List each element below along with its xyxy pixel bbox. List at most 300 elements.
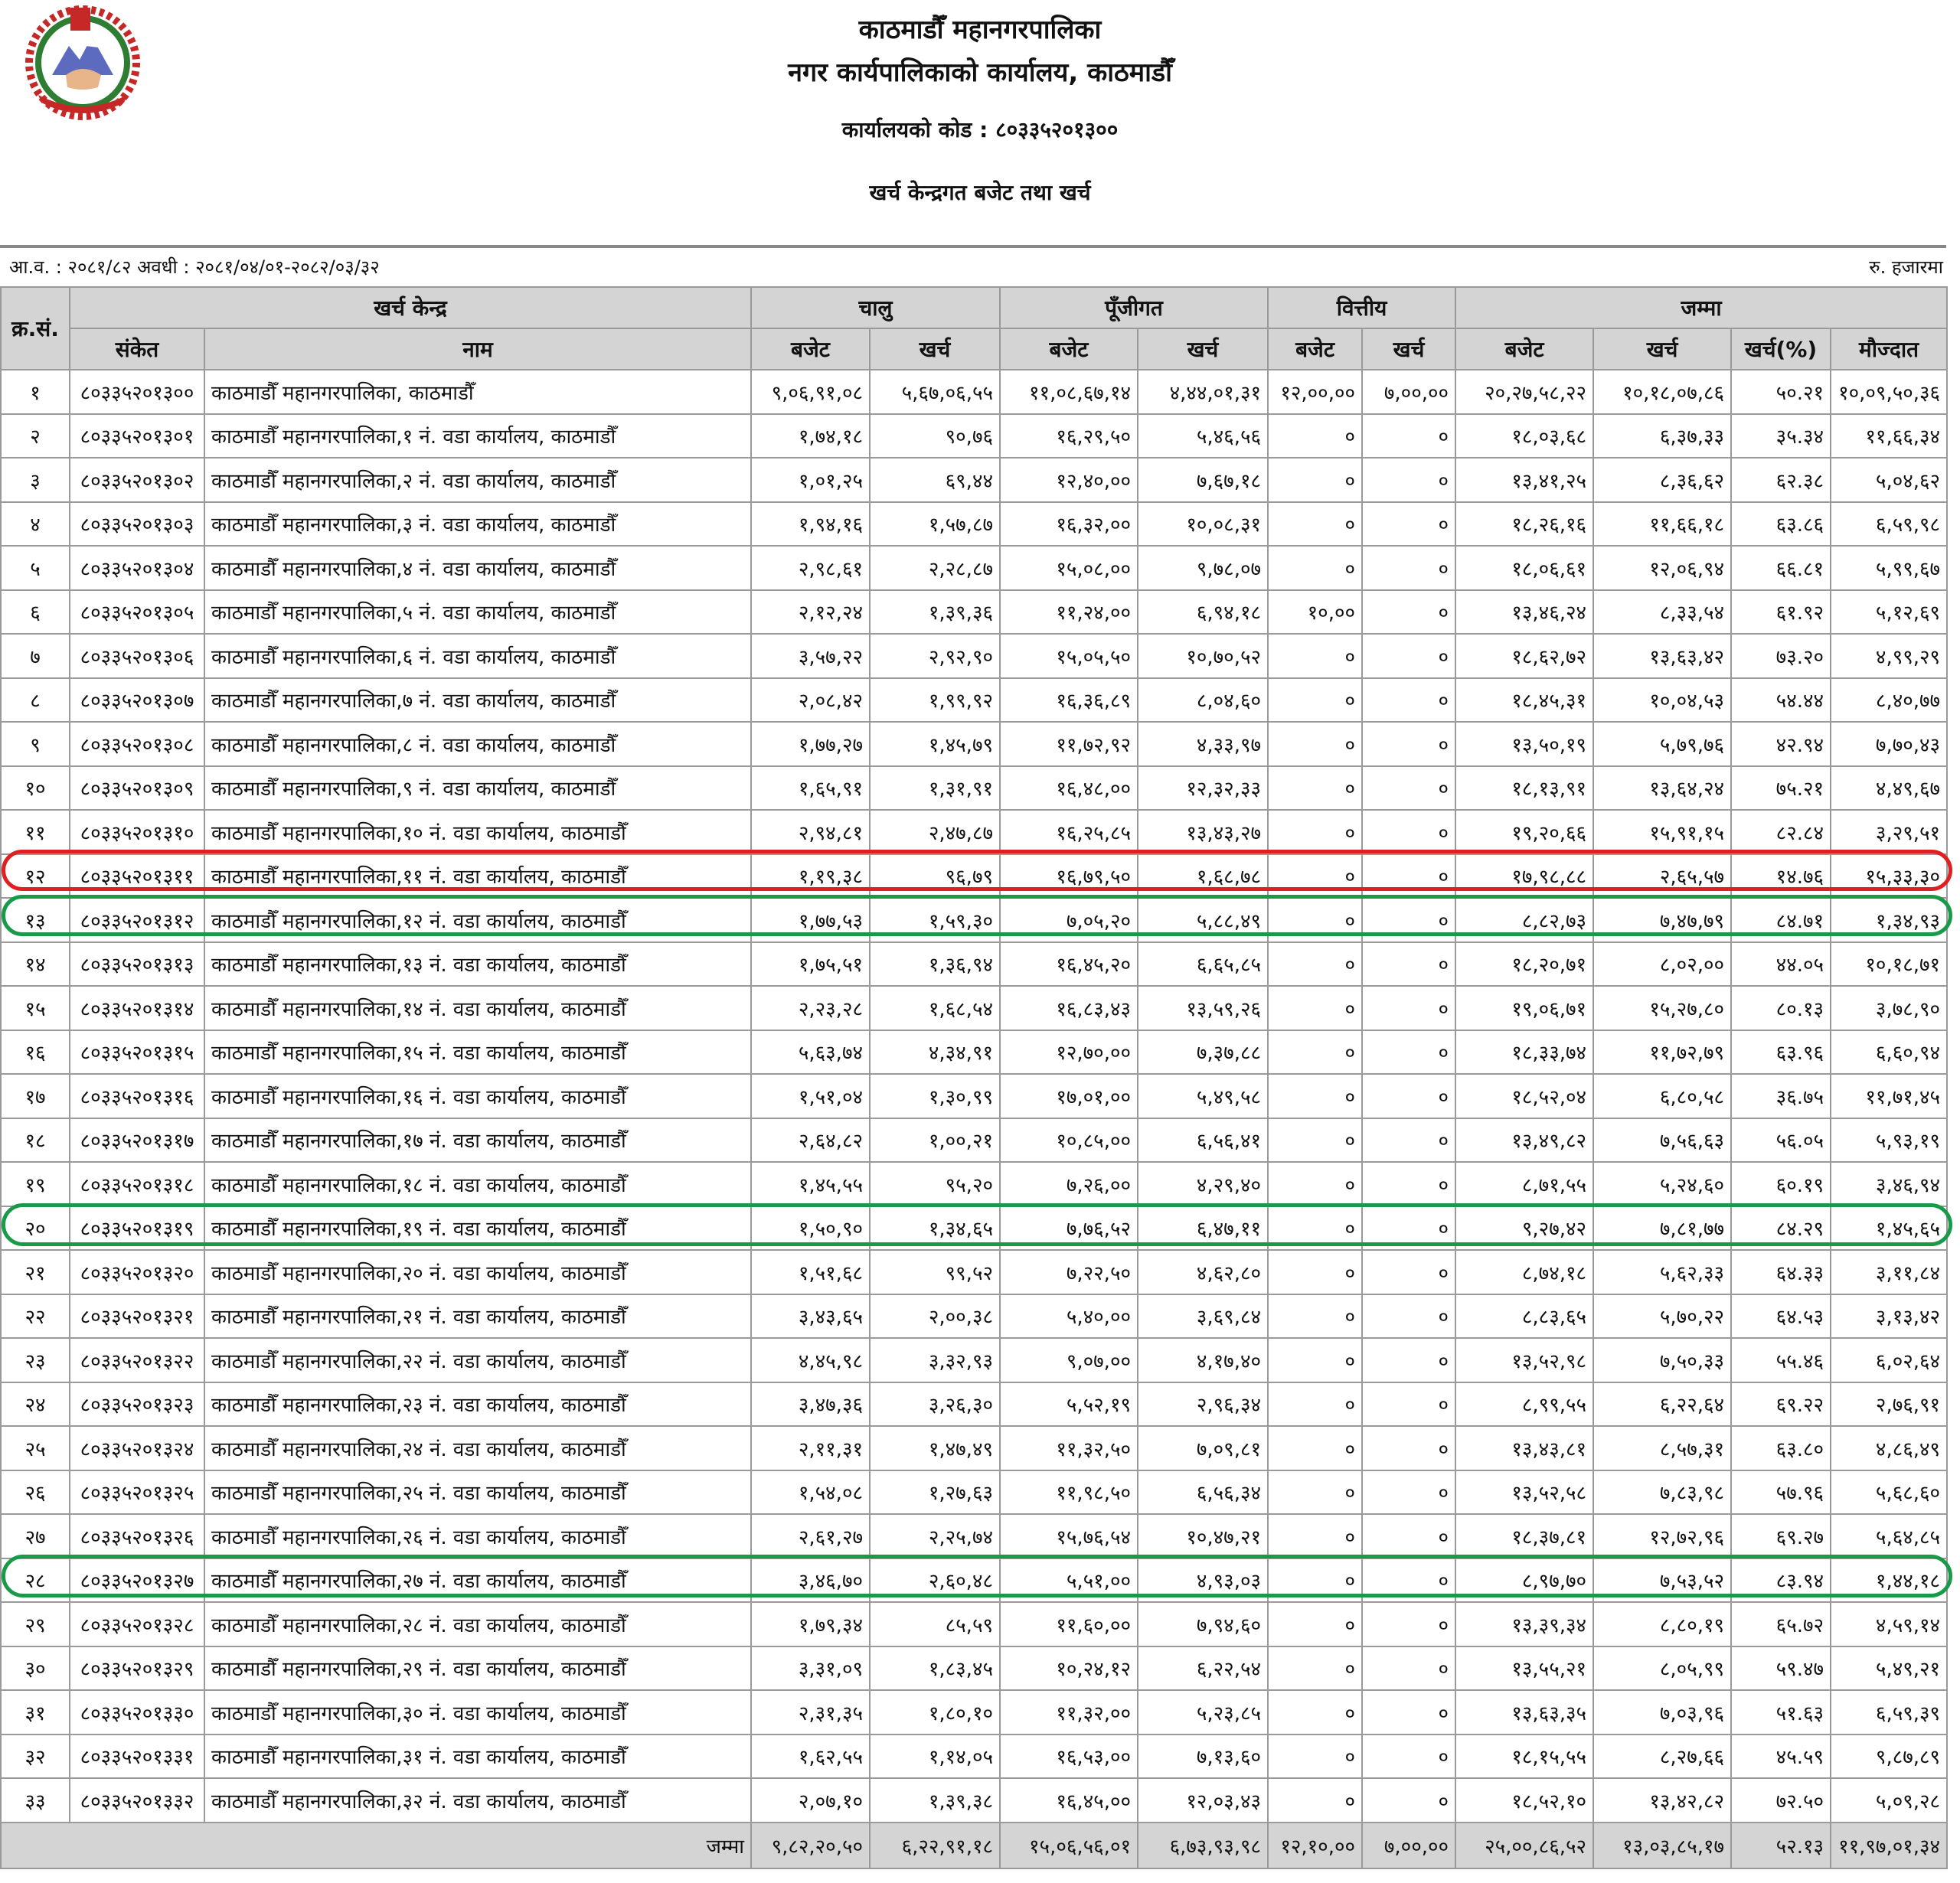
cell-capital-expense: १०,०८,३१ <box>1138 502 1268 547</box>
cell-total-budget: १३,५५,२१ <box>1455 1646 1593 1691</box>
cell-expense-percent: ६२.३८ <box>1731 458 1831 502</box>
table-row <box>1 1030 1947 1075</box>
table-row <box>1 942 1947 987</box>
cell-financial-budget: ० <box>1268 1602 1362 1646</box>
cell-financial-expense: ० <box>1362 590 1455 635</box>
cell-total-budget: १८,२६,१६ <box>1455 502 1593 547</box>
cell-current-budget: ५,६३,७४ <box>751 1030 870 1075</box>
cell-total-expense: ८,०२,०० <box>1593 942 1731 987</box>
cell-current-expense: १,५७,८७ <box>870 502 1000 547</box>
total-total-expense: १३,०३,८५,१७ <box>1593 1823 1731 1868</box>
cell-financial-expense: ० <box>1362 678 1455 723</box>
table-row <box>1 1690 1947 1735</box>
cell-code: ८०३३५२०१३०२ <box>70 458 204 502</box>
cell-expense-percent: ३५.३४ <box>1731 414 1831 459</box>
cell-financial-expense: ० <box>1362 1162 1455 1206</box>
cell-current-expense: १,८३,४५ <box>870 1646 1000 1691</box>
cell-total-expense: ८,०५,९९ <box>1593 1646 1731 1691</box>
cell-expense-percent: ८४.२९ <box>1731 1206 1831 1251</box>
cell-balance: ४,४९,६७ <box>1831 766 1947 811</box>
cell-capital-expense: ७,०९,८१ <box>1138 1426 1268 1470</box>
cell-capital-budget: ११,९८,५० <box>1000 1470 1138 1515</box>
cell-total-budget: १८,१५,५५ <box>1455 1735 1593 1779</box>
cell-name: काठमाडौँ महानगरपालिका,१२ नं. वडा कार्यालय, काठमाडौँ <box>204 898 751 942</box>
cell-code: ८०३३५२०१३१६ <box>70 1074 204 1118</box>
cell-total-expense: १२,७२,९६ <box>1593 1514 1731 1558</box>
cell-code: ८०३३५२०१३१३ <box>70 942 204 987</box>
table-row <box>1 1778 1947 1823</box>
cell-sn: २ <box>1 414 70 459</box>
cell-name: काठमाडौँ महानगरपालिका,९ नं. वडा कार्यालय, काठमाडौँ <box>204 766 751 811</box>
cell-financial-budget: ० <box>1268 1778 1362 1823</box>
cell-code: ८०३३५२०१३१७ <box>70 1118 204 1163</box>
cell-total-expense: २,६५,५७ <box>1593 854 1731 899</box>
cell-financial-budget: ० <box>1268 1206 1362 1251</box>
cell-total-expense: ८,८०,१९ <box>1593 1602 1731 1646</box>
cell-balance: ४,९९,२९ <box>1831 634 1947 678</box>
col-capital-expense: खर्च <box>1138 328 1268 370</box>
cell-total-budget: १८,०३,६८ <box>1455 414 1593 459</box>
cell-name: काठमाडौँ महानगरपालिका,५ नं. वडा कार्यालय, काठमाडौँ <box>204 590 751 635</box>
cell-sn: ६ <box>1 590 70 635</box>
cell-total-expense: ७,५०,३३ <box>1593 1338 1731 1382</box>
cell-expense-percent: ६६.८१ <box>1731 546 1831 590</box>
cell-financial-budget: ० <box>1268 458 1362 502</box>
cell-code: ८०३३५२०१३२८ <box>70 1602 204 1646</box>
cell-current-budget: २,२३,२८ <box>751 986 870 1030</box>
cell-name: काठमाडौँ महानगरपालिका,१० नं. वडा कार्यालय, काठमाडौँ <box>204 810 751 854</box>
cell-financial-expense: ० <box>1362 1294 1455 1339</box>
cell-sn: १ <box>1 370 70 414</box>
cell-total-expense: ११,६६,१८ <box>1593 502 1731 547</box>
cell-financial-budget: ० <box>1268 1426 1362 1470</box>
cell-name: काठमाडौँ महानगरपालिका, काठमाडौँ <box>204 370 751 414</box>
cell-name: काठमाडौँ महानगरपालिका,२८ नं. वडा कार्यालय, काठमाडौँ <box>204 1602 751 1646</box>
cell-total-budget: २०,२७,५८,२२ <box>1455 370 1593 414</box>
cell-capital-expense: ५,४९,५८ <box>1138 1074 1268 1118</box>
cell-financial-expense: ० <box>1362 854 1455 899</box>
cell-current-expense: १,५९,३० <box>870 898 1000 942</box>
cell-financial-expense: ० <box>1362 1426 1455 1470</box>
cell-code: ८०३३५२०१३२२ <box>70 1338 204 1382</box>
cell-financial-budget: ० <box>1268 766 1362 811</box>
cell-sn: १४ <box>1 942 70 987</box>
table-row <box>1 1426 1947 1470</box>
cell-total-budget: १८,५२,०४ <box>1455 1074 1593 1118</box>
cell-financial-budget: ० <box>1268 678 1362 723</box>
cell-current-expense: १,३९,३६ <box>870 590 1000 635</box>
cell-financial-budget: ० <box>1268 722 1362 766</box>
cell-balance: ५,०४,६२ <box>1831 458 1947 502</box>
cell-balance: १,४४,१८ <box>1831 1558 1947 1603</box>
cell-sn: ३३ <box>1 1778 70 1823</box>
cell-capital-budget: १६,२९,५० <box>1000 414 1138 459</box>
cell-capital-budget: ७,२२,५० <box>1000 1250 1138 1294</box>
cell-total-budget: १३,३९,३४ <box>1455 1602 1593 1646</box>
col-balance: मौज्दात <box>1831 328 1947 370</box>
cell-financial-expense: ० <box>1362 1118 1455 1163</box>
cell-expense-percent: ६३.८० <box>1731 1426 1831 1470</box>
cell-expense-percent: १४.७६ <box>1731 854 1831 899</box>
cell-total-budget: ८,८२,७३ <box>1455 898 1593 942</box>
cell-name: काठमाडौँ महानगरपालिका,३१ नं. वडा कार्यालय, काठमाडौँ <box>204 1735 751 1779</box>
cell-total-budget: १८,४५,३१ <box>1455 678 1593 723</box>
cell-financial-expense: ० <box>1362 1690 1455 1735</box>
cell-expense-percent: ६३.९६ <box>1731 1030 1831 1075</box>
cell-financial-budget: ० <box>1268 1735 1362 1779</box>
cell-capital-expense: १२,०३,४३ <box>1138 1778 1268 1823</box>
cell-financial-budget: ० <box>1268 986 1362 1030</box>
cell-financial-expense: ० <box>1362 634 1455 678</box>
cell-capital-expense: ६,६५,८५ <box>1138 942 1268 987</box>
cell-current-expense: ३,३२,९३ <box>870 1338 1000 1382</box>
cell-capital-expense: ४,९३,०३ <box>1138 1558 1268 1603</box>
cell-financial-budget: ० <box>1268 414 1362 459</box>
cell-expense-percent: ५१.६३ <box>1731 1690 1831 1735</box>
cell-sn: २१ <box>1 1250 70 1294</box>
cell-total-budget: १८,३७,८१ <box>1455 1514 1593 1558</box>
cell-code: ८०३३५२०१३१० <box>70 810 204 854</box>
cell-capital-budget: ९,०७,०० <box>1000 1338 1138 1382</box>
totals-label: जम्मा <box>1 1823 751 1868</box>
cell-capital-budget: १६,४५,२० <box>1000 942 1138 987</box>
cell-sn: ५ <box>1 546 70 590</box>
table-row <box>1 546 1947 590</box>
cell-capital-budget: १५,०८,०० <box>1000 546 1138 590</box>
cell-financial-expense: ० <box>1362 722 1455 766</box>
cell-capital-expense: ७,१३,६० <box>1138 1735 1268 1779</box>
cell-name: काठमाडौँ महानगरपालिका,१५ नं. वडा कार्यालय, काठमाडौँ <box>204 1030 751 1075</box>
cell-total-expense: ७,४७,७९ <box>1593 898 1731 942</box>
cell-name: काठमाडौँ महानगरपालिका,११ नं. वडा कार्यालय, काठमाडौँ <box>204 854 751 899</box>
cell-current-budget: १,७७,५३ <box>751 898 870 942</box>
cell-balance: ४,८६,४९ <box>1831 1426 1947 1470</box>
cell-code: ८०३३५२०१३१४ <box>70 986 204 1030</box>
cell-total-budget: ८,७१,५५ <box>1455 1162 1593 1206</box>
cell-current-budget: २,६१,२७ <box>751 1514 870 1558</box>
cell-name: काठमाडौँ महानगरपालिका,८ नं. वडा कार्यालय, काठमाडौँ <box>204 722 751 766</box>
cell-sn: ३१ <box>1 1690 70 1735</box>
cell-sn: १२ <box>1 854 70 899</box>
cell-expense-percent: ६१.९२ <box>1731 590 1831 635</box>
cell-financial-expense: ० <box>1362 986 1455 1030</box>
cell-current-budget: १,६५,९१ <box>751 766 870 811</box>
cell-expense-percent: ६४.५३ <box>1731 1294 1831 1339</box>
cell-sn: ३२ <box>1 1735 70 1779</box>
cell-current-expense: ५,६७,०६,५५ <box>870 370 1000 414</box>
cell-capital-budget: ५,४०,०० <box>1000 1294 1138 1339</box>
cell-balance: ३,११,८४ <box>1831 1250 1947 1294</box>
cell-code: ८०३३५२०१३३१ <box>70 1735 204 1779</box>
cell-expense-percent: ७३.२० <box>1731 634 1831 678</box>
cell-total-budget: १३,५२,५८ <box>1455 1470 1593 1515</box>
cell-capital-budget: ७,२६,०० <box>1000 1162 1138 1206</box>
cell-financial-expense: ० <box>1362 1735 1455 1779</box>
cell-capital-budget: १०,२४,१२ <box>1000 1646 1138 1691</box>
cell-current-budget: १,७५,५१ <box>751 942 870 987</box>
cell-total-budget: १३,४३,८१ <box>1455 1426 1593 1470</box>
cell-balance: १५,३३,३० <box>1831 854 1947 899</box>
cell-total-expense: १३,६३,४२ <box>1593 634 1731 678</box>
cell-capital-budget: १६,३६,८९ <box>1000 678 1138 723</box>
cell-financial-expense: ० <box>1362 458 1455 502</box>
cell-total-expense: ६,२२,६४ <box>1593 1382 1731 1427</box>
cell-current-expense: १,८०,१० <box>870 1690 1000 1735</box>
table-row <box>1 1602 1947 1646</box>
total-expense-percent: ५२.१३ <box>1731 1823 1831 1868</box>
cell-sn: ९ <box>1 722 70 766</box>
cell-current-budget: १,५१,०४ <box>751 1074 870 1118</box>
cell-current-budget: २,११,३१ <box>751 1426 870 1470</box>
cell-capital-expense: १०,४७,२१ <box>1138 1514 1268 1558</box>
cell-balance: ६,०२,६४ <box>1831 1338 1947 1382</box>
cell-current-budget: १,५१,६८ <box>751 1250 870 1294</box>
cell-balance: १०,०९,५०,३६ <box>1831 370 1947 414</box>
cell-current-budget: १,७९,३४ <box>751 1602 870 1646</box>
cell-sn: १६ <box>1 1030 70 1075</box>
cell-expense-percent: ७५.२१ <box>1731 766 1831 811</box>
cell-current-expense: २,२५,७४ <box>870 1514 1000 1558</box>
cell-financial-budget: ० <box>1268 502 1362 547</box>
highlight-ward-27-row <box>2 1555 1952 1597</box>
cell-current-expense: १,१४,०५ <box>870 1735 1000 1779</box>
total-financial-expense: ७,००,०० <box>1362 1823 1455 1868</box>
cell-current-expense: ८५,५९ <box>870 1602 1000 1646</box>
table-row <box>1 1250 1947 1294</box>
cell-name: काठमाडौँ महानगरपालिका,१८ नं. वडा कार्यालय, काठमाडौँ <box>204 1162 751 1206</box>
cell-total-budget: ८,७४,१८ <box>1455 1250 1593 1294</box>
cell-name: काठमाडौँ महानगरपालिका,२ नं. वडा कार्यालय, काठमाडौँ <box>204 458 751 502</box>
cell-name: काठमाडौँ महानगरपालिका,४ नं. वडा कार्यालय, काठमाडौँ <box>204 546 751 590</box>
col-sn: क्र.सं. <box>1 287 70 370</box>
cell-capital-budget: १२,७०,०० <box>1000 1030 1138 1075</box>
cell-financial-expense: ० <box>1362 942 1455 987</box>
cell-current-expense: २,००,३८ <box>870 1294 1000 1339</box>
cell-total-expense: ८,३३,५४ <box>1593 590 1731 635</box>
cell-name: काठमाडौँ महानगरपालिका,२४ नं. वडा कार्यालय, काठमाडौँ <box>204 1426 751 1470</box>
cell-balance: ६,६०,९४ <box>1831 1030 1947 1075</box>
cell-financial-expense: ० <box>1362 1382 1455 1427</box>
cell-capital-budget: १६,८३,४३ <box>1000 986 1138 1030</box>
cell-financial-budget: ० <box>1268 1558 1362 1603</box>
cell-capital-expense: ५,४६,५६ <box>1138 414 1268 459</box>
cell-sn: ७ <box>1 634 70 678</box>
col-current-budget: बजेट <box>751 328 870 370</box>
cell-balance: ६,५९,३९ <box>1831 1690 1947 1735</box>
col-expense-percent: खर्च(%) <box>1731 328 1831 370</box>
cell-total-budget: १९,२०,६६ <box>1455 810 1593 854</box>
table-row <box>1 766 1947 811</box>
cell-capital-budget: १६,४८,०० <box>1000 766 1138 811</box>
office-code: कार्यालयको कोड : ८०३३५२०१३०० <box>841 117 1119 142</box>
cell-capital-expense: ४,१७,४० <box>1138 1338 1268 1382</box>
cell-capital-budget: ११,७२,९२ <box>1000 722 1138 766</box>
cell-capital-expense: ६,९४,१८ <box>1138 590 1268 635</box>
cell-total-budget: १३,४१,२५ <box>1455 458 1593 502</box>
col-financial-expense: खर्च <box>1362 328 1455 370</box>
cell-capital-expense: ४,४४,०१,३१ <box>1138 370 1268 414</box>
report-title: खर्च केन्द्रगत बजेट तथा खर्च <box>869 180 1091 205</box>
cell-financial-budget: ० <box>1268 898 1362 942</box>
cell-expense-percent: ३६.७५ <box>1731 1074 1831 1118</box>
cell-total-expense: ७,५३,५२ <box>1593 1558 1731 1603</box>
cell-current-budget: ३,४३,६५ <box>751 1294 870 1339</box>
cell-financial-budget: ० <box>1268 1382 1362 1427</box>
cell-total-expense: ५,६२,३३ <box>1593 1250 1731 1294</box>
cell-total-budget: ८,९९,५५ <box>1455 1382 1593 1427</box>
cell-current-budget: १,७४,१८ <box>751 414 870 459</box>
cell-capital-budget: १७,०१,०० <box>1000 1074 1138 1118</box>
cell-code: ८०३३५२०१३२३ <box>70 1382 204 1427</box>
table-row <box>1 1646 1947 1691</box>
cell-total-budget: ८,९७,७० <box>1455 1558 1593 1603</box>
cell-sn: ४ <box>1 502 70 547</box>
cell-financial-expense: ० <box>1362 546 1455 590</box>
total-current-expense: ६,२२,९१,१८ <box>870 1823 1000 1868</box>
cell-current-expense: २,९२,९० <box>870 634 1000 678</box>
cell-code: ८०३३५२०१३०१ <box>70 414 204 459</box>
cell-financial-budget: ० <box>1268 1646 1362 1691</box>
cell-expense-percent: ६४.३३ <box>1731 1250 1831 1294</box>
cell-financial-expense: ० <box>1362 1206 1455 1251</box>
cell-capital-budget: ७,७६,५२ <box>1000 1206 1138 1251</box>
cell-total-expense: १५,९१,१५ <box>1593 810 1731 854</box>
cell-financial-budget: ० <box>1268 1294 1362 1339</box>
cell-expense-percent: ५५.४६ <box>1731 1338 1831 1382</box>
table-row <box>1 458 1947 502</box>
total-financial-budget: १२,१०,०० <box>1268 1823 1362 1868</box>
cell-total-expense: १३,४२,८२ <box>1593 1778 1731 1823</box>
cell-financial-budget: ० <box>1268 1250 1362 1294</box>
cell-total-expense: ७,८३,९८ <box>1593 1470 1731 1515</box>
cell-total-expense: ७,८१,७७ <box>1593 1206 1731 1251</box>
cell-current-budget: २,०७,१० <box>751 1778 870 1823</box>
cell-capital-budget: १५,७६,५४ <box>1000 1514 1138 1558</box>
cell-total-expense: ६,८०,५८ <box>1593 1074 1731 1118</box>
cell-capital-expense: १०,७०,५२ <box>1138 634 1268 678</box>
cell-name: काठमाडौँ महानगरपालिका,१७ नं. वडा कार्यालय, काठमाडौँ <box>204 1118 751 1163</box>
cell-financial-budget: ० <box>1268 546 1362 590</box>
cell-capital-budget: १६,७९,५० <box>1000 854 1138 899</box>
total-balance: ११,९७,०१,३४ <box>1831 1823 1947 1868</box>
cell-total-budget: १३,४९,८२ <box>1455 1118 1593 1163</box>
cell-expense-percent: ५०.२१ <box>1731 370 1831 414</box>
cell-capital-budget: ५,५२,१९ <box>1000 1382 1138 1427</box>
cell-balance: ५,१२,६९ <box>1831 590 1947 635</box>
cell-current-expense: ३,२६,३० <box>870 1382 1000 1427</box>
cell-name: काठमाडौँ महानगरपालिका,२३ नं. वडा कार्यालय, काठमाडौँ <box>204 1382 751 1427</box>
cell-capital-expense: ७,६७,१८ <box>1138 458 1268 502</box>
cell-current-expense: १,३१,९१ <box>870 766 1000 811</box>
cell-total-budget: ८,८३,६५ <box>1455 1294 1593 1339</box>
cell-financial-expense: ० <box>1362 1470 1455 1515</box>
cell-financial-budget: ० <box>1268 1514 1362 1558</box>
cell-code: ८०३३५२०१३२५ <box>70 1470 204 1515</box>
cell-financial-expense: ० <box>1362 810 1455 854</box>
cell-code: ८०३३५२०१३०४ <box>70 546 204 590</box>
cell-capital-expense: ४,२९,४० <box>1138 1162 1268 1206</box>
col-total: जम्मा <box>1455 287 1947 328</box>
highlight-ward-11-row <box>2 850 1952 891</box>
cell-expense-percent: ८४.७१ <box>1731 898 1831 942</box>
header-divider <box>0 245 1946 248</box>
cell-balance: ५,०९,२८ <box>1831 1778 1947 1823</box>
cell-total-expense: ५,७९,७६ <box>1593 722 1731 766</box>
cell-code: ८०३३५२०१३२४ <box>70 1426 204 1470</box>
cell-balance: १०,१८,७१ <box>1831 942 1947 987</box>
cell-total-budget: ९,२७,४२ <box>1455 1206 1593 1251</box>
cell-code: ८०३३५२०१३०३ <box>70 502 204 547</box>
cell-current-expense: ९५,२० <box>870 1162 1000 1206</box>
table-row <box>1 1470 1947 1515</box>
cell-total-expense: १२,०६,९४ <box>1593 546 1731 590</box>
cell-total-expense: ८,२७,६६ <box>1593 1735 1731 1779</box>
cell-name: काठमाडौँ महानगरपालिका,१३ नं. वडा कार्यालय, काठमाडौँ <box>204 942 751 987</box>
table-row <box>1 1382 1947 1427</box>
cell-name: काठमाडौँ महानगरपालिका,२९ नं. वडा कार्यालय, काठमाडौँ <box>204 1646 751 1691</box>
cell-current-expense: १,४७,४९ <box>870 1426 1000 1470</box>
cell-financial-budget: ० <box>1268 810 1362 854</box>
col-current-expense: खर्च <box>870 328 1000 370</box>
cell-current-budget: २,९८,६१ <box>751 546 870 590</box>
cell-current-budget: १,५०,९० <box>751 1206 870 1251</box>
cell-capital-expense: ४,३३,९७ <box>1138 722 1268 766</box>
cell-balance: ५,४९,२१ <box>1831 1646 1947 1691</box>
totals-row <box>1 1823 1947 1868</box>
total-capital-expense: ६,७३,९३,९८ <box>1138 1823 1268 1868</box>
cell-balance: ९,८७,८९ <box>1831 1735 1947 1779</box>
cell-financial-budget: ० <box>1268 1074 1362 1118</box>
cell-balance: ६,५९,९८ <box>1831 502 1947 547</box>
cell-total-budget: १३,४६,२४ <box>1455 590 1593 635</box>
cell-capital-expense: ६,५६,३४ <box>1138 1470 1268 1515</box>
cell-current-budget: १,१९,३८ <box>751 854 870 899</box>
cell-financial-budget: ० <box>1268 1338 1362 1382</box>
cell-capital-expense: ५,२३,८५ <box>1138 1690 1268 1735</box>
col-expense-center: खर्च केन्द्र <box>70 287 751 328</box>
cell-sn: ८ <box>1 678 70 723</box>
cell-capital-expense: ९,७८,०७ <box>1138 546 1268 590</box>
col-total-budget: बजेट <box>1455 328 1593 370</box>
col-capital: पूँजीगत <box>1000 287 1268 328</box>
cell-capital-budget: १६,३२,०० <box>1000 502 1138 547</box>
cell-current-expense: १,६८,५४ <box>870 986 1000 1030</box>
cell-total-budget: १८,०६,६१ <box>1455 546 1593 590</box>
cell-capital-budget: १६,४५,०० <box>1000 1778 1138 1823</box>
cell-code: ८०३३५२०१३०६ <box>70 634 204 678</box>
cell-current-budget: १,०१,२५ <box>751 458 870 502</box>
cell-financial-expense: ७,००,०० <box>1362 370 1455 414</box>
cell-financial-expense: ० <box>1362 1514 1455 1558</box>
cell-capital-budget: ११,३२,०० <box>1000 1690 1138 1735</box>
cell-balance: ४,५९,१४ <box>1831 1602 1947 1646</box>
cell-sn: ३० <box>1 1646 70 1691</box>
cell-total-expense: ८,३६,६२ <box>1593 458 1731 502</box>
cell-current-budget: ३,४६,७० <box>751 1558 870 1603</box>
cell-capital-budget: १५,०५,५० <box>1000 634 1138 678</box>
cell-total-expense: ५,७०,२२ <box>1593 1294 1731 1339</box>
cell-code: ८०३३५२०१३१२ <box>70 898 204 942</box>
cell-name: काठमाडौँ महानगरपालिका,६ नं. वडा कार्यालय, काठमाडौँ <box>204 634 751 678</box>
cell-expense-percent: ८२.८४ <box>1731 810 1831 854</box>
cell-total-budget: १८,२०,७१ <box>1455 942 1593 987</box>
cell-current-expense: १,२७,६३ <box>870 1470 1000 1515</box>
cell-sn: ३ <box>1 458 70 502</box>
cell-total-expense: १०,१८,०७,८६ <box>1593 370 1731 414</box>
cell-name: काठमाडौँ महानगरपालिका,३० नं. वडा कार्यालय, काठमाडौँ <box>204 1690 751 1735</box>
total-total-budget: २५,००,८६,५२ <box>1455 1823 1593 1868</box>
cell-total-budget: १३,५२,९८ <box>1455 1338 1593 1382</box>
